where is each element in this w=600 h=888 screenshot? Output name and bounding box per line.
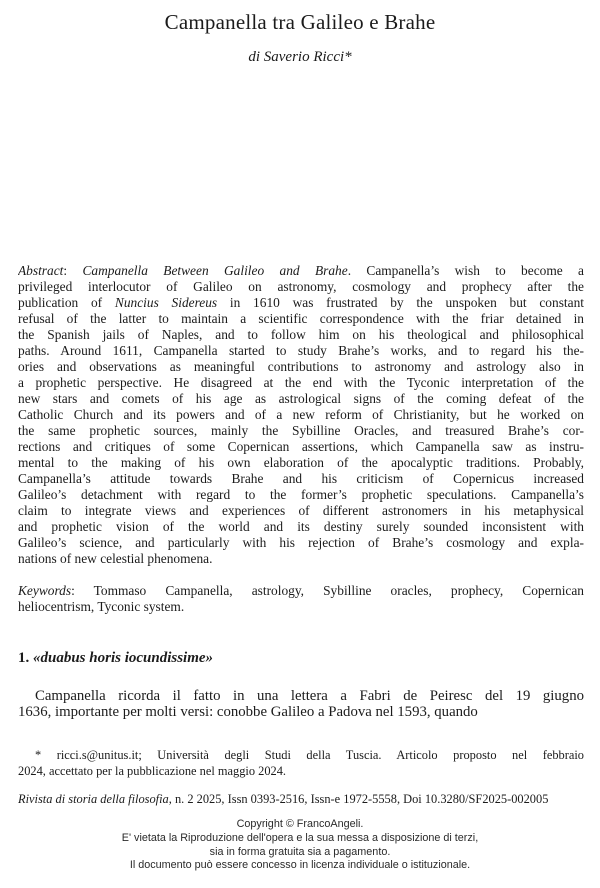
text-segment: Campanella ricorda il fatto in una lettera a Fabri de Peiresc del 19 giugno — [35, 688, 584, 704]
body-paragraph — [18, 688, 584, 720]
text-line — [18, 535, 584, 551]
text-line — [18, 704, 584, 720]
text-segment: privileged interlocutor of Galileo on astronomy, cosmology and prophecy after the — [18, 279, 584, 294]
text-segment: 1. — [18, 650, 33, 666]
text-line — [18, 423, 584, 439]
text-line — [18, 503, 584, 519]
text-segment: . Campanella’s wish to become a — [347, 263, 584, 278]
text-segment: Galileo’s detachment with regard to the former’s prophetic speculations. Campanella’s — [18, 487, 584, 502]
text-line — [18, 439, 584, 455]
journal-citation-line — [18, 792, 596, 807]
text-segment: and prophetic vision of the world and its destiny surely sounded inconsistent with — [18, 519, 584, 534]
text-segment: paths. Around 1611, Campanella started to study Brahe’s works, and to regard his the- — [18, 343, 584, 358]
copyright-line-license: Il documento può essere concesso in licenza individuale o istituzionale. — [129, 859, 471, 872]
text-segment: heliocentrism, Tyconic system. — [18, 599, 185, 614]
copyright-line-prohibition: E' vietata la Riproduzione dell'opera e la sua messa a disposizione di terzi, — [121, 831, 479, 844]
abstract-paragraph — [18, 263, 584, 567]
text-segment: , n. 2 2025, Issn 0393-2516, Issn-e 1972-5558, Doi 10.3280/SF2025-002005 — [168, 792, 549, 806]
keywords-paragraph — [18, 583, 584, 615]
text-line — [18, 748, 584, 764]
text-segment: the Spanish jails of Naples, and to follow him on his theological and philosophical — [18, 327, 584, 342]
text-segment: claim to integrate views and experiences of different astronomers in his metaphysical — [18, 503, 584, 518]
text-segment: 2024, accettato per la pubblicazione nel maggio 2024. — [18, 763, 287, 778]
text-segment: ories and observations as meaningful contributions to astronomy and astrology also in — [18, 359, 584, 374]
article-author: di Saverio Ricci* — [248, 49, 352, 65]
text-line — [18, 455, 584, 471]
text-segment: new stars and comets of his age as astrological signs of the coming defeat of the — [18, 391, 584, 406]
text-segment: Nuncius Sidereus — [114, 295, 218, 310]
text-segment: Campanella Between Galileo and Brahe — [82, 263, 348, 278]
text-segment: Rivista di storia della filosofia — [18, 792, 169, 806]
text-segment: Keywords — [18, 583, 72, 598]
text-line — [18, 551, 584, 567]
text-line — [18, 391, 584, 407]
text-segment: rections and critiques of some Copernican assertions, which Campanella saw as instru- — [18, 439, 584, 454]
text-line — [18, 650, 584, 667]
text-segment: 1636, importante per molti versi: conobbe Galileo a Padova nel 1593, quando — [18, 704, 478, 720]
text-line — [18, 764, 584, 780]
text-line — [18, 583, 584, 599]
section-heading — [18, 650, 584, 667]
text-line — [18, 487, 584, 503]
text-segment: Galileo’s science, and particularly with his rejection of Brahe’s cosmology and expla- — [18, 535, 584, 550]
text-line — [18, 279, 584, 295]
text-segment: publication of — [18, 295, 115, 310]
article-title: Campanella tra Galileo e Brahe — [164, 10, 436, 34]
text-segment: mental to the making of his own elaboration of the apocalyptic traditions. Probably, — [18, 455, 584, 470]
footnote — [18, 748, 584, 779]
text-line — [18, 359, 584, 375]
text-segment: Catholic Church and its powers and of a new reform of Christianity, but he worked on — [18, 407, 584, 422]
text-segment: Abstract — [18, 263, 64, 278]
text-segment: Campanella’s attitude towards Brahe and his criticism of Copernicus increased — [18, 471, 584, 486]
text-line — [18, 263, 584, 279]
text-segment: a prophetic perspective. He disagreed at the end with the Tyconic interpretation of the — [18, 375, 584, 390]
text-line — [18, 792, 596, 807]
copyright-line-publisher: Copyright © FrancoAngeli. — [236, 818, 364, 830]
text-line — [18, 599, 584, 615]
text-line — [18, 407, 584, 423]
text-segment: * ricci.s@unitus.it; Università degli Studi della Tuscia. Articolo proposto nel febbraio — [35, 748, 584, 762]
text-segment: : Tommaso Campanella, astrology, Sybilline oracles, prophecy, Copernican — [71, 583, 584, 598]
text-segment: refusal of the latter to maintain a scientific correspondence with the friar detained in — [18, 311, 584, 326]
copyright-notice — [0, 818, 600, 873]
text-line — [18, 343, 584, 359]
text-segment: nations of new celestial phenomena. — [18, 551, 213, 566]
text-line — [18, 471, 584, 487]
text-line — [18, 295, 584, 311]
text-line — [18, 375, 584, 391]
copyright-line-forms: sia in forma gratuita sia a pagamento. — [209, 845, 391, 858]
text-line — [18, 311, 584, 327]
text-line — [18, 327, 584, 343]
text-segment: in 1610 was frustrated by the unspoken but constant — [217, 295, 584, 310]
text-line — [18, 519, 584, 535]
text-line — [18, 688, 584, 704]
text-segment: «duabus horis iocundissime» — [33, 650, 214, 666]
text-segment: : — [63, 263, 83, 278]
text-segment: the same prophetic sources, mainly the Sybilline Oracles, and treasured Brahe’s cor- — [18, 423, 584, 438]
